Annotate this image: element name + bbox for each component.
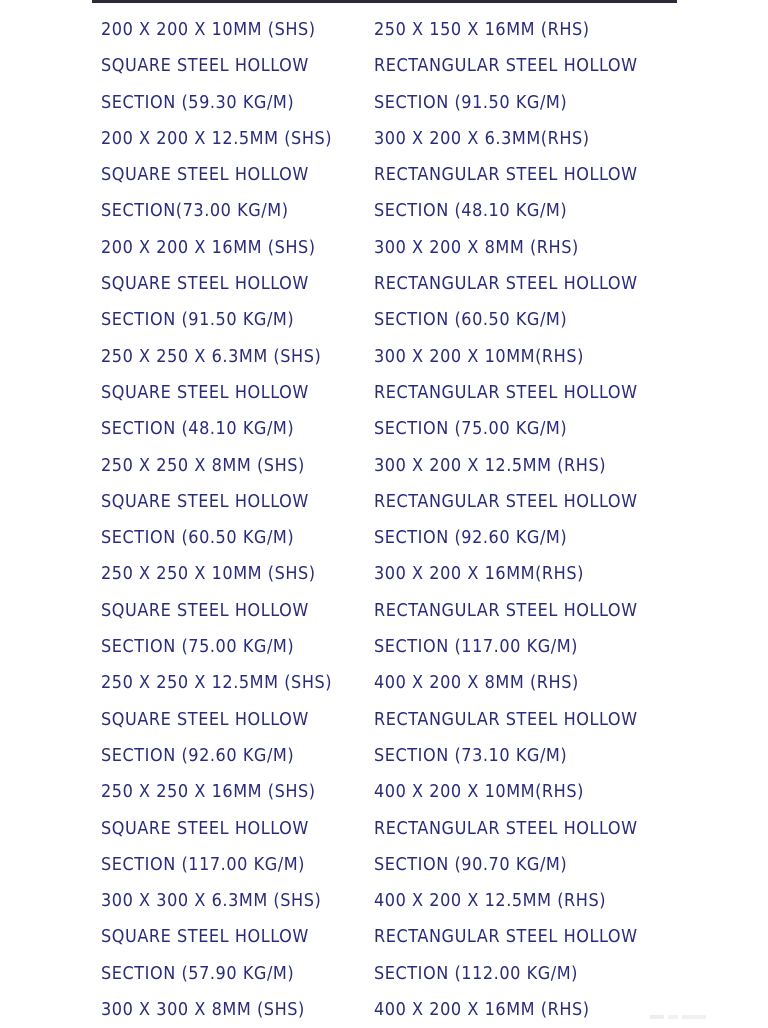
section-row <box>0 593 768 629</box>
section-row <box>0 992 768 1028</box>
section-row <box>0 121 768 157</box>
shs-entry-text: SQUARE STEEL HOLLOW <box>101 709 309 730</box>
section-row <box>0 556 768 592</box>
rhs-entry-text: SECTION (92.60 KG/M) <box>374 528 568 549</box>
section-row <box>0 629 768 665</box>
rhs-entry-text: 300 X 200 X 8MM (RHS) <box>374 237 579 258</box>
top-divider-line <box>92 0 677 3</box>
rhs-entry-text: 400 X 200 X 12.5MM (RHS) <box>374 891 607 912</box>
rhs-entry-text: 300 X 200 X 16MM(RHS) <box>374 564 584 585</box>
shs-entry-text: SQUARE STEEL HOLLOW <box>101 382 309 403</box>
rhs-entry-text: RECTANGULAR STEEL HOLLOW <box>374 709 638 730</box>
section-row <box>0 85 768 121</box>
shs-entry-text: SQUARE STEEL HOLLOW <box>101 600 309 621</box>
rhs-entry-text: 400 X 200 X 16MM (RHS) <box>374 1000 590 1021</box>
shs-entry-text: SECTION (59.30 KG/M) <box>101 92 295 113</box>
shs-entry-text: 250 X 250 X 12.5MM (SHS) <box>101 673 333 694</box>
rhs-entry-text: SECTION (75.00 KG/M) <box>374 419 568 440</box>
shs-entry-text: 250 X 250 X 6.3MM (SHS) <box>101 346 322 367</box>
rhs-entry-text: 300 X 200 X 6.3MM(RHS) <box>374 128 590 149</box>
shs-entry-text: SECTION (60.50 KG/M) <box>101 528 295 549</box>
scan-artifact-mark <box>650 1012 708 1022</box>
section-row <box>0 738 768 774</box>
shs-entry-text: 200 X 200 X 12.5MM (SHS) <box>101 128 333 149</box>
section-row <box>0 375 768 411</box>
shs-entry-text: SQUARE STEEL HOLLOW <box>101 56 309 77</box>
section-row <box>0 48 768 84</box>
shs-entry-text: SQUARE STEEL HOLLOW <box>101 491 309 512</box>
shs-entry-text: 300 X 300 X 6.3MM (SHS) <box>101 891 322 912</box>
shs-entry-text: 250 X 250 X 8MM (SHS) <box>101 455 305 476</box>
rhs-entry-text: 400 X 200 X 10MM(RHS) <box>374 782 584 803</box>
shs-entry-text: SQUARE STEEL HOLLOW <box>101 274 309 295</box>
rhs-entry-text: RECTANGULAR STEEL HOLLOW <box>374 56 638 77</box>
shs-entry-text: SECTION (117.00 KG/M) <box>101 854 306 875</box>
section-row <box>0 230 768 266</box>
rhs-entry-text: 300 X 200 X 10MM(RHS) <box>374 346 584 367</box>
section-row <box>0 302 768 338</box>
section-row <box>0 448 768 484</box>
shs-entry-text: 250 X 250 X 16MM (SHS) <box>101 782 316 803</box>
section-row <box>0 702 768 738</box>
rhs-entry-text: SECTION (48.10 KG/M) <box>374 201 568 222</box>
section-row <box>0 193 768 229</box>
section-row <box>0 665 768 701</box>
section-row <box>0 157 768 193</box>
rhs-entry-text: SECTION (112.00 KG/M) <box>374 963 579 984</box>
section-row <box>0 266 768 302</box>
rhs-entry-text: SECTION (60.50 KG/M) <box>374 310 568 331</box>
section-row <box>0 520 768 556</box>
shs-entry-text: 250 X 250 X 10MM (SHS) <box>101 564 316 585</box>
shs-entry-text: SQUARE STEEL HOLLOW <box>101 818 309 839</box>
section-row <box>0 847 768 883</box>
rhs-entry-text: RECTANGULAR STEEL HOLLOW <box>374 274 638 295</box>
rhs-entry-text: SECTION (91.50 KG/M) <box>374 92 568 113</box>
section-row <box>0 484 768 520</box>
shs-entry-text: SECTION (48.10 KG/M) <box>101 419 295 440</box>
section-row <box>0 411 768 447</box>
section-row <box>0 774 768 810</box>
section-row <box>0 919 768 955</box>
shs-entry-text: SECTION (91.50 KG/M) <box>101 310 295 331</box>
shs-entry-text: SECTION (57.90 KG/M) <box>101 963 295 984</box>
rhs-entry-text: RECTANGULAR STEEL HOLLOW <box>374 927 638 948</box>
rhs-entry-text: RECTANGULAR STEEL HOLLOW <box>374 491 638 512</box>
rhs-entry-text: 400 X 200 X 8MM (RHS) <box>374 673 579 694</box>
shs-entry-text: SECTION (92.60 KG/M) <box>101 745 295 766</box>
section-row <box>0 12 768 48</box>
section-row <box>0 956 768 992</box>
rhs-entry-text: 250 X 150 X 16MM (RHS) <box>374 20 590 40</box>
rhs-entry-text: SECTION (117.00 KG/M) <box>374 637 579 658</box>
rhs-entry-text: RECTANGULAR STEEL HOLLOW <box>374 818 638 839</box>
shs-entry-text: SQUARE STEEL HOLLOW <box>101 165 309 186</box>
section-row <box>0 339 768 375</box>
shs-entry-text: SQUARE STEEL HOLLOW <box>101 927 309 948</box>
rhs-entry-text: SECTION (73.10 KG/M) <box>374 745 568 766</box>
section-row <box>0 883 768 919</box>
rhs-entry-text: RECTANGULAR STEEL HOLLOW <box>374 600 638 621</box>
shs-entry-text: SECTION(73.00 KG/M) <box>101 201 289 222</box>
steel-section-list <box>0 12 768 1028</box>
shs-entry-text: 200 X 200 X 10MM (SHS) <box>101 20 316 40</box>
shs-entry-text: SECTION (75.00 KG/M) <box>101 637 295 658</box>
section-row <box>0 811 768 847</box>
rhs-entry-text: 300 X 200 X 12.5MM (RHS) <box>374 455 607 476</box>
rhs-entry-text: RECTANGULAR STEEL HOLLOW <box>374 165 638 186</box>
rhs-entry-text: SECTION (90.70 KG/M) <box>374 854 568 875</box>
shs-entry-text: 200 X 200 X 16MM (SHS) <box>101 237 316 258</box>
shs-entry-text: 300 X 300 X 8MM (SHS) <box>101 1000 305 1021</box>
rhs-entry-text: RECTANGULAR STEEL HOLLOW <box>374 382 638 403</box>
